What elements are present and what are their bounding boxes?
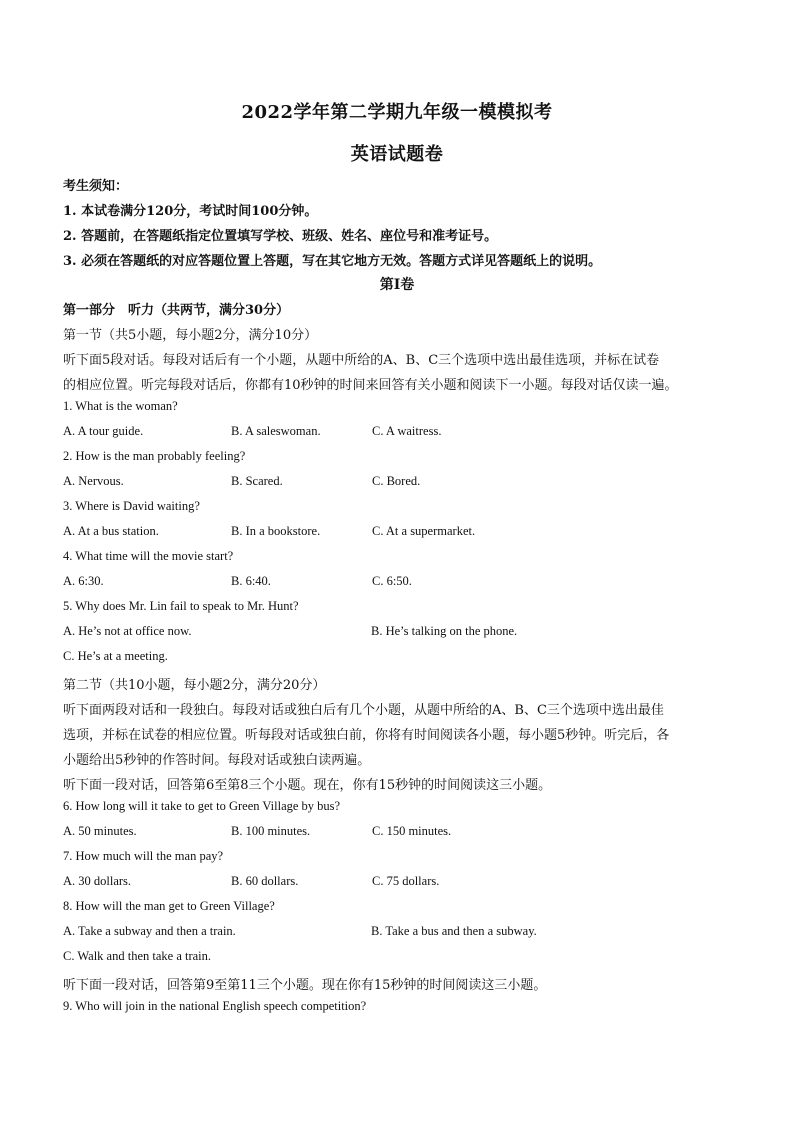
q5-option-b: B. He’s talking on the phone. xyxy=(371,624,518,638)
exam-title: 2022学年第二学期九年级一模模拟考 xyxy=(241,102,553,123)
q2-option-c: C. Bored. xyxy=(372,474,421,488)
notice-item-3: 3. 必须在答题纸的对应答题位置上答题，写在其它地方无效。答题方式详见答题纸上的说明。 xyxy=(63,254,602,269)
question-2: 2. How is the man probably feeling? xyxy=(63,449,246,463)
section2-instructions-3: 小题给出5秒钟的作答时间。每段对话或独白读两遍。 xyxy=(63,753,371,768)
section1-instructions-1: 听下面5段对话。每段对话后有一个小题，从题中所给的A、B、C三个选项中选出最佳选项，并标在试卷 xyxy=(63,353,660,368)
question-8: 8. How will the man get to Green Village? xyxy=(63,899,275,913)
q3-option-a: A. At a bus station. xyxy=(63,524,159,538)
notice-item-1: 1. 本试卷满分120分，考试时间100分钟。 xyxy=(63,204,318,219)
group1-intro: 听下面一段对话，回答第6至第8三个小题。现在，你有15秒钟的时间阅读这三小题。 xyxy=(63,778,552,793)
q6-option-b: B. 100 minutes. xyxy=(231,824,311,838)
exam-subtitle: 英语试题卷 xyxy=(350,144,444,165)
volume-heading: 第Ⅰ卷 xyxy=(379,277,415,293)
q8-option-c: C. Walk and then take a train. xyxy=(63,949,212,963)
question-6: 6. How long will it take to get to Green Village by bus? xyxy=(63,799,341,813)
q4-option-c: C. 6:50. xyxy=(372,574,412,588)
q3-option-c: C. At a supermarket. xyxy=(372,524,476,538)
section2-heading: 第二节（共10小题，每小题2分，满分20分） xyxy=(63,678,326,693)
question-3: 3. Where is David waiting? xyxy=(63,499,200,513)
notice-item-2: 2. 答题前，在答题纸指定位置填写学校、班级、姓名、座位号和准考证号。 xyxy=(63,229,498,244)
question-4: 4. What time will the movie start? xyxy=(63,549,234,563)
notice-label: 考生须知： xyxy=(63,179,129,194)
question-7: 7. How much will the man pay? xyxy=(63,849,224,863)
q3-option-b: B. In a bookstore. xyxy=(231,524,321,538)
q6-option-c: C. 150 minutes. xyxy=(372,824,452,838)
q7-option-a: A. 30 dollars. xyxy=(63,874,132,888)
q5-option-c: C. He’s at a meeting. xyxy=(63,649,168,663)
q6-option-a: A. 50 minutes. xyxy=(63,824,137,838)
question-9: 9. Who will join in the national English speech competition? xyxy=(63,999,367,1013)
q4-option-a: A. 6:30. xyxy=(63,574,104,588)
q2-option-b: B. Scared. xyxy=(231,474,283,488)
q7-option-b: B. 60 dollars. xyxy=(231,874,299,888)
q1-option-a: A. A tour guide. xyxy=(63,424,144,438)
section1-instructions-2: 的相应位置。听完每段对话后，你都有10秒钟的时间来回答有关小题和阅读下一小题。每段对话仅读一遍。 xyxy=(63,378,678,393)
q4-option-b: B. 6:40. xyxy=(231,574,271,588)
q7-option-c: C. 75 dollars. xyxy=(372,874,440,888)
group2-intro: 听下面一段对话，回答第9至第11三个小题。现在你有15秒钟的时间阅读这三小题。 xyxy=(63,978,547,993)
q5-option-a: A. He’s not at office now. xyxy=(63,624,192,638)
question-5: 5. Why does Mr. Lin fail to speak to Mr. Hunt? xyxy=(63,599,299,613)
q8-option-b: B. Take a bus and then a subway. xyxy=(371,924,537,938)
question-1: 1. What is the woman? xyxy=(63,399,178,413)
q8-option-a: A. Take a subway and then a train. xyxy=(63,924,236,938)
q1-option-b: B. A saleswoman. xyxy=(231,424,321,438)
section2-instructions-2: 选项，并标在试卷的相应位置。听每段对话或独白前，你将有时间阅读各小题，每小题5秒钟。听完后，各 xyxy=(63,728,670,743)
section1-heading: 第一节（共5小题，每小题2分，满分10分） xyxy=(63,328,318,343)
part1-heading: 第一部分 听力（共两节，满分30分） xyxy=(63,303,290,318)
q2-option-a: A. Nervous. xyxy=(63,474,124,488)
section2-instructions-1: 听下面两段对话和一段独白。每段对话或独白后有几个小题，从题中所给的A、B、C三个选项中选出最佳 xyxy=(63,703,664,718)
q1-option-c: C. A waitress. xyxy=(372,424,442,438)
